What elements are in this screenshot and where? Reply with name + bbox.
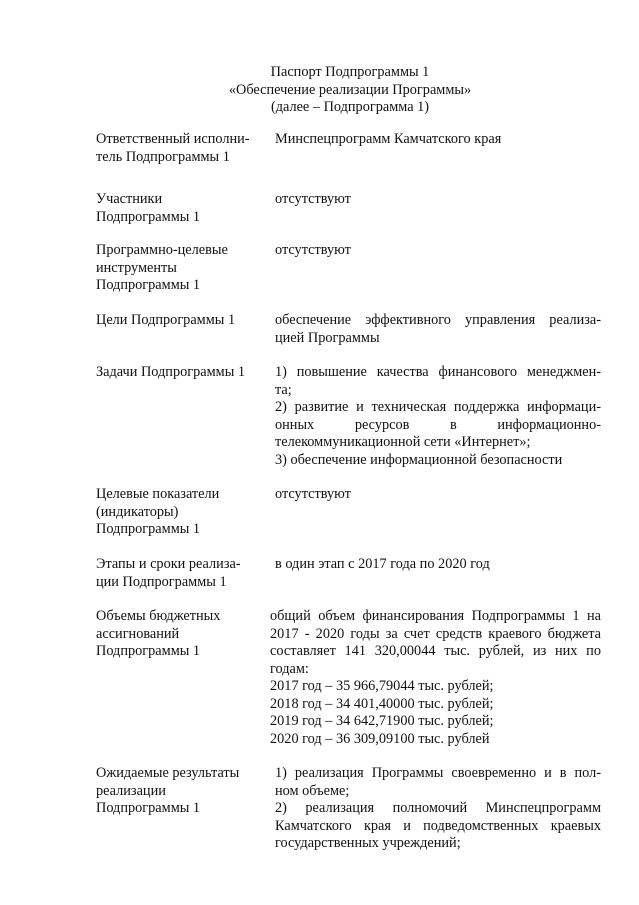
row-value <box>275 242 601 260</box>
label-line: Подпрограммы 1 <box>96 277 201 293</box>
value-line: 2018 год – 34 401,40000 тыс. рублей; <box>270 695 494 712</box>
value-line: Камчатского края и подведомственных краевых <box>275 817 601 834</box>
row-value <box>275 312 601 347</box>
value-line: телекоммуникационной сети «Интернет»; <box>275 434 531 450</box>
title-line-2: «Обеспечение реализации Программы» <box>228 81 472 98</box>
value-line: 2017 год – 35 966,79044 тыс. рублей; <box>270 678 494 694</box>
label-line: Объемы бюджетных <box>96 608 221 624</box>
row-label <box>96 364 264 382</box>
value-line: цией Программы <box>275 329 380 346</box>
value-line: ном объеме; <box>275 782 350 799</box>
value-line: государственных учреждений; <box>275 835 461 851</box>
value-line: 2019 год – 34 642,71900 тыс. рублей; <box>270 713 494 729</box>
row-value <box>275 364 601 469</box>
value-line: годам: <box>270 660 309 677</box>
row-value <box>275 765 601 853</box>
value-line: 3) обеспечение информационной безопасности <box>275 451 563 468</box>
value-line: 2) реализация полномочий Минспецпрограмм <box>275 800 601 816</box>
label-line: Ответственный исполни- <box>96 131 250 147</box>
row-label <box>96 608 264 661</box>
label-line: ции Подпрограммы 1 <box>96 573 227 590</box>
label-line: Ожидаемые результаты <box>96 765 240 781</box>
label-line: Целевые показатели <box>96 486 220 502</box>
value-line: 2020 год – 36 309,09100 тыс. рублей <box>270 730 490 747</box>
label-line: ассигнований <box>96 625 180 642</box>
label-line: (индикаторы) <box>96 503 179 520</box>
label-line: Участники <box>96 191 163 207</box>
row-label <box>96 486 264 539</box>
row-label <box>96 556 264 591</box>
value-line: 2017 - 2020 годы за счет средств краевого бюджета <box>270 625 601 642</box>
value-line: 1) реализация Программы своевременно и в пол- <box>275 765 601 781</box>
value-line: та; <box>275 381 292 398</box>
label-line: Подпрограммы 1 <box>96 800 201 816</box>
passport-title <box>80 64 620 117</box>
label-line: инструменты <box>96 259 177 276</box>
value-line: отсутствуют <box>275 242 351 258</box>
value-line: отсутствуют <box>275 191 351 207</box>
value-line: в один этап с 2017 года по 2020 год <box>275 556 490 572</box>
value-line: общий объем финансирования Подпрограммы 1 на <box>270 608 601 624</box>
row-label <box>96 312 264 330</box>
row-value <box>270 608 601 748</box>
label-line: тель Подпрограммы 1 <box>96 148 230 165</box>
label-line: Подпрограммы 1 <box>96 521 201 537</box>
value-line: отсутствуют <box>275 486 351 502</box>
value-line: онных ресурсов в информационно- <box>275 416 601 433</box>
label-line: Подпрограммы 1 <box>96 643 201 659</box>
label-line: Цели Подпрограммы 1 <box>96 312 236 328</box>
row-label <box>96 765 264 818</box>
title-line-3: (далее – Подпрограмма 1) <box>270 99 430 115</box>
label-line: Подпрограммы 1 <box>96 208 201 225</box>
value-line: 2) развитие и техническая поддержка информаци- <box>275 399 601 415</box>
row-value <box>275 131 601 149</box>
value-line: обеспечение эффективного управления реализа- <box>275 312 601 328</box>
row-value <box>275 191 601 209</box>
row-value <box>275 556 601 574</box>
label-line: Программно-целевые <box>96 242 228 258</box>
row-label <box>96 191 264 226</box>
row-label <box>96 242 264 295</box>
label-line: Задачи Подпрограммы 1 <box>96 364 246 380</box>
title-line-1: Паспорт Подпрограммы 1 <box>270 64 430 80</box>
row-value <box>275 486 601 504</box>
value-line: Минспецпрограмм Камчатского края <box>275 131 502 147</box>
label-line: реализации <box>96 782 166 799</box>
label-line: Этапы и сроки реализа- <box>96 556 241 572</box>
row-label <box>96 131 264 166</box>
value-line: составляет 141 320,00044 тыс. рублей, из них по <box>270 643 601 659</box>
value-line: 1) повышение качества финансового менеджмен- <box>275 364 601 380</box>
